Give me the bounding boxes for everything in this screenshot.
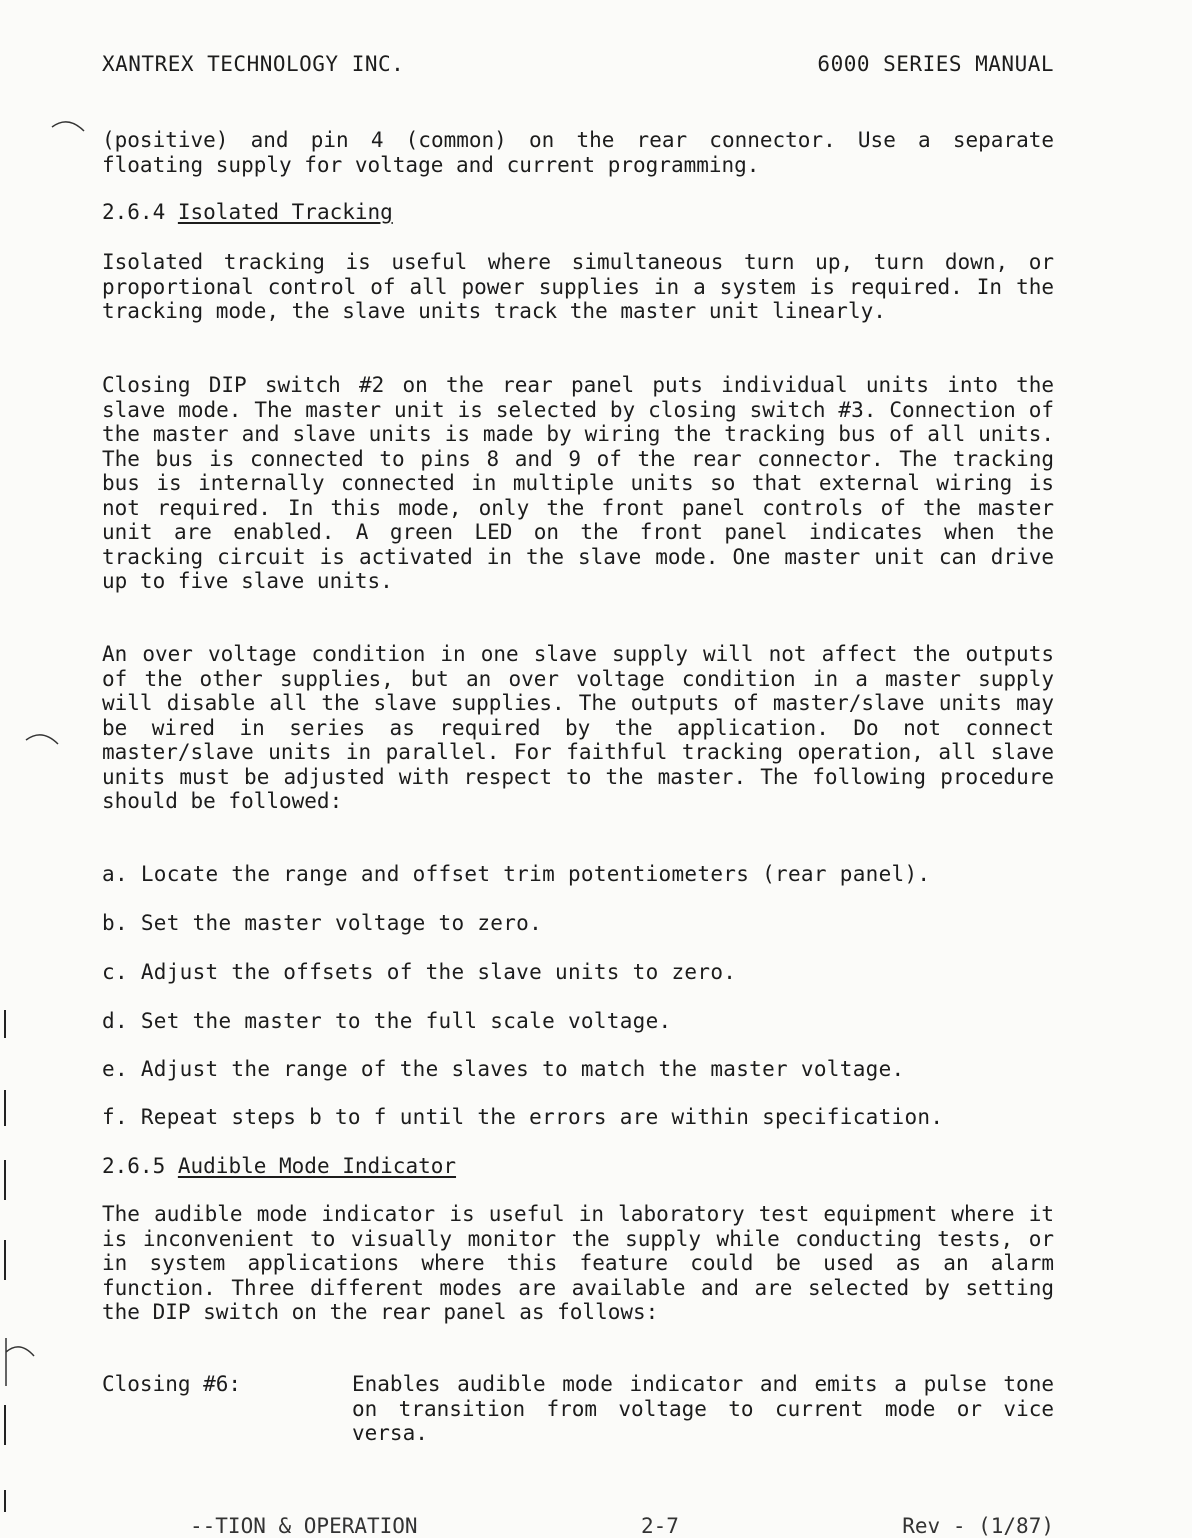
- revision-bar: [4, 1010, 6, 1038]
- tracking-paragraph-2: Closing DIP switch #2 on the rear panel puts individual units into the slave mode. The master unit is selected by closing switch #3. Connection of the master and slave units is made by wiring the tracking bus of all units. The bus is connected to pins 8 and 9 of the rear connector. The tracking bus is internally connected in multiple units so that external wiring is not required. In this mode, only the front panel controls of the master unit are enabled. A green LED on the front panel indicates when the tracking circuit is activated in the slave mode. One master unit can drive up to five slave units.: [102, 373, 1054, 593]
- revision-bar: [4, 1240, 6, 1280]
- binder-hole-mark: [0, 1338, 40, 1388]
- procedure-step: f. Repeat steps b to f until the errors are within specification.: [102, 1105, 944, 1129]
- page-footer: [190, 1514, 1054, 1538]
- footer-revision: Rev - (1/87): [902, 1514, 1054, 1538]
- binder-hole-mark: [24, 728, 64, 748]
- procedure-step: e. Adjust the range of the slaves to match the master voltage.: [102, 1057, 905, 1081]
- section-title: Isolated Tracking: [177, 200, 393, 224]
- closing-switch-label: Closing #6:: [102, 1372, 242, 1396]
- section-number: 2.6.4: [102, 200, 166, 224]
- section-heading-isolated-tracking: [102, 200, 393, 224]
- tracking-paragraph-3: An over voltage condition in one slave supply will not affect the outputs of the other supplies, but an over voltage condition in a master supply will disable all the slave supplies. The outputs of master/slave units may be wired in series as required by the application. Do not connect master/slave units in parallel. For faithful tracking operation, all slave units must be adjusted with respect to the master. The following procedure should be followed:: [102, 642, 1054, 813]
- footer-section: --TION & OPERATION: [190, 1514, 418, 1538]
- closing-switch-description: Enables audible mode indicator and emits a pulse tone on transition from voltage to current mode or vice versa.: [352, 1372, 1054, 1445]
- revision-bar: [4, 1160, 6, 1200]
- page-header: [102, 52, 1054, 76]
- footer-page-number: 2-7: [640, 1514, 679, 1538]
- header-manual-title: 6000 SERIES MANUAL: [817, 52, 1054, 76]
- revision-bar: [4, 1490, 6, 1512]
- header-company: XANTREX TECHNOLOGY INC.: [102, 52, 405, 76]
- procedure-step: b. Set the master voltage to zero.: [102, 911, 543, 935]
- section-number: 2.6.5: [102, 1154, 166, 1178]
- revision-bar: [4, 1405, 6, 1445]
- section-title: Audible Mode Indicator: [177, 1154, 457, 1178]
- audible-paragraph: The audible mode indicator is useful in laboratory test equipment where it is inconvenient to visually monitor the supply while conducting tests, or in system applications where this feature could be used as an alarm function. Three different modes are available and are selected by setting the DIP switch on the rear panel as follows:: [102, 1202, 1054, 1324]
- revision-bar: [4, 1090, 6, 1126]
- procedure-step: d. Set the master to the full scale voltage.: [102, 1009, 672, 1033]
- binder-hole-mark: [50, 115, 90, 135]
- procedure-step: a. Locate the range and offset trim potentiometers (rear panel).: [102, 862, 931, 886]
- section-heading-audible-mode: [102, 1154, 456, 1178]
- intro-paragraph: (positive) and pin 4 (common) on the rear connector. Use a separate floating supply for voltage and current programming.: [102, 128, 1054, 177]
- tracking-paragraph-1: Isolated tracking is useful where simultaneous turn up, turn down, or proportional control of all power supplies in a system is required. In the tracking mode, the slave units track the master unit linearly.: [102, 250, 1054, 323]
- procedure-step: c. Adjust the offsets of the slave units to zero.: [102, 960, 737, 984]
